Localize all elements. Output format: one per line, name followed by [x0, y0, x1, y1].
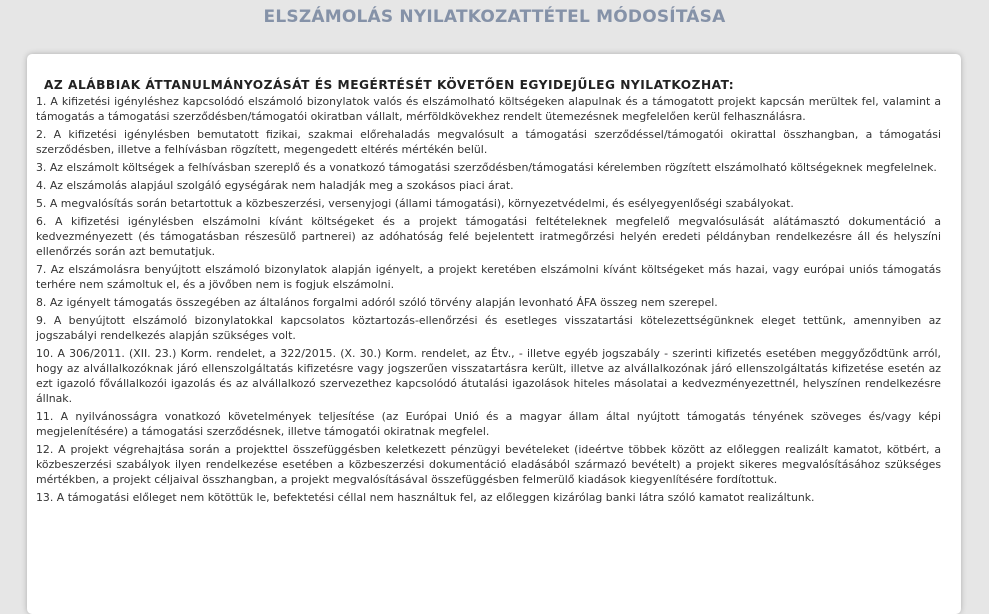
- statement-13: 13. A támogatási előleget nem kötöttük le, befektetési céllal nem használtuk fel, az előleggen kizárólag banki látra szóló kamatot realizáltunk.: [36, 491, 815, 504]
- statement-7: 7. Az elszámolásra benyújtott elszámoló bizonylatok alapján igényelt, a projekt keretében elszámolni kívánt költségeket más hazai, vagy európai uniós támogatás terhére nem számoltuk el, és a jövőben nem is fogjuk elszámolni.: [36, 263, 941, 291]
- statement-10: 10. A 306/2011. (XII. 23.) Korm. rendelet, a 322/2015. (X. 30.) Korm. rendelet, az Étv., - illetve egyéb jogszabály - szerinti kifizetés esetében meggyőződtünk arról, hogy az alvállalkozóknak járó ellenszolgáltatás kifizetésre vagy jogszerűen visszatartásra került, illetve az alvállalkozónak járó ellenszolgáltatás kifizetése esetén az ezt igazoló fővállalkozói igazolás és az alvállalkozó szervezethez kapcsolódó átutalási igazolások hiteles másolatai a kedvezményezettnél, helyszínen rendelkezésre állnak.: [36, 347, 941, 405]
- statement-4: 4. Az elszámolás alapjául szolgáló egységárak nem haladják meg a szokásos piaci árat.: [36, 179, 514, 192]
- statement-1: 1. A kifizetési igényléshez kapcsolódó elszámoló bizonylatok valós és elszámolható költségeken alapulnak és a támogatott projekt kapcsán merültek fel, valamint a támogatás a támogatási szerződésben/támogatói okiratban vállalt, mérföldkövekhez rendelt ütemezésnek megfelelően kerül felhasználásra.: [36, 95, 941, 123]
- statement-11: 11. A nyilvánosságra vonatkozó követelmények teljesítése (az Európai Unió és a magyar állam által nyújtott támogatás tényének szöveges és/vagy képi megjelenítésére) a támogatási szerződésnek, illetve támogatói okiratnak megfelel.: [36, 410, 941, 438]
- statement-2: 2. A kifizetési igénylésben bemutatott fizikai, szakmai előrehaladás megvalósult a támogatási szerződéssel/támogatói okirattal összhangban, a támogatási szerződésben, illetve a felhívásban rögzített, megengedett eltérés mértékén belül.: [36, 128, 941, 156]
- statement-12: 12. A projekt végrehajtása során a projekttel összefüggésben keletkezett pénzügyi bevételeket (ideértve többek között az előleggen realizált kamatot, kötbért, a közbeszerzési szabályok ilyen rendelkezése esetében a közbeszerzési dokumentáció eladásából származó bevételt) a projekt sikeres megvalósításához szükséges mértékben, a projekt céljaival összhangban, a projekt megvalósításával összefüggésben felmerülő kiadások kiegyenlítésére fordítottuk.: [36, 443, 941, 486]
- statement-5: 5. A megvalósítás során betartottuk a közbeszerzési, versenyjogi (állami támogatási), környezetvédelmi, és esélyegyenlőségi szabályokat.: [36, 197, 794, 210]
- declaration-card: [27, 54, 961, 614]
- declaration-heading: AZ ALÁBBIAK ÁTTANULMÁNYOZÁSÁT ÉS MEGÉRTÉSÉT KÖVETŐEN EGYIDEJŰLEG NYILATKOZHAT:: [44, 78, 735, 92]
- statement-6: 6. A kifizetési igénylésben elszámolni kívánt költségeket és a projekt támogatási feltételeknek megfelelő megvalósulását alátámasztó dokumentáció a kedvezményezett (és támogatásban részesülő partnerei) az adóhatóság felé bejelentett iratmegőrzési helyén eredeti példányban rendelkezésre áll és helyszíni ellenőrzés során azt bemutatjuk.: [36, 215, 941, 258]
- statement-3: 3. Az elszámolt költségek a felhívásban szereplő és a vonatkozó támogatási szerződésben/támogatási kérelemben rögzített elszámolható költségeknek megfelelnek.: [36, 161, 937, 174]
- statement-9: 9. A benyújtott elszámoló bizonylatokkal kapcsolatos köztartozás-ellenőrzési és esetleges visszatartási kötelezettségünknek eleget tettünk, amennyiben az jogszabályi rendelkezés alapján szükséges volt.: [36, 314, 941, 342]
- page-title: ELSZÁMOLÁS NYILATKOZATTÉTEL MÓDOSÍTÁSA: [263, 7, 726, 27]
- statement-8: 8. Az igényelt támogatás összegében az általános forgalmi adóról szóló törvény alapján levonható ÁFA összeg nem szerepel.: [36, 296, 718, 309]
